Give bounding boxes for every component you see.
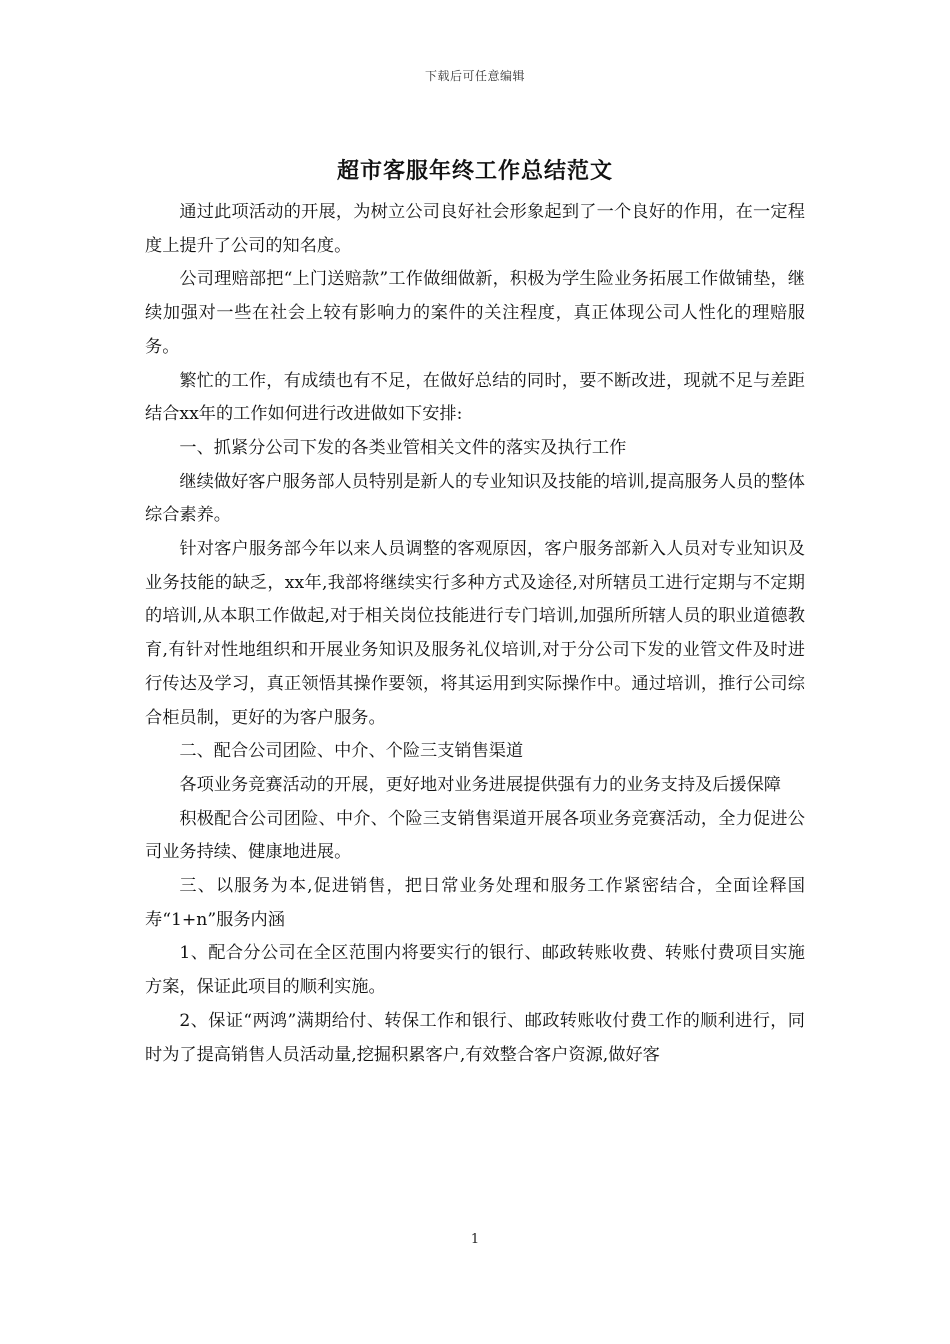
document-title: 超市客服年终工作总结范文 [336, 158, 613, 184]
paragraph: 2、保证“两鸿”满期给付、转保工作和银行、邮政转账收付费工作的顺利进行，同时为了提高销售人员活动量,挖掘积累客户,有效整合客户资源,做好客 [145, 1010, 805, 1065]
paragraph: 继续做好客户服务部人员特别是新人的专业知识及技能的培训,提高服务人员的整体综合素养。 [145, 471, 805, 526]
paragraph: 1、配合分公司在全区范围内将要实行的银行、邮政转账收费、转账付费项目实施方案，保证此项目的顺利实施。 [145, 943, 805, 998]
paragraph: 公司理赔部把“上门送赔款”工作做细做新，积极为学生险业务拓展工作做铺垫，继续加强对一些在社会上较有影响力的案件的关注程度，真正体现公司人性化的理赔服务。 [145, 269, 805, 357]
document-body [145, 196, 805, 1072]
paragraph: 积极配合公司团险、中介、个险三支销售渠道开展各项业务竞赛活动，全力促进公司业务持续、健康地进展。 [145, 808, 805, 863]
section-heading: 一、抓紧分公司下发的各类业管相关文件的落实及执行工作 [179, 437, 627, 458]
header-note: 下载后可任意编辑 [424, 69, 525, 83]
paragraph: 针对客户服务部今年以来人员调整的客观原因，客户服务部新入人员对专业知识及业务技能的缺乏，xx年,我部将继续实行多种方式及途径,对所辖员工进行定期与不定期的培训,从本职工作做起,对于相关岗位技能进行专门培训,加强所所辖人员的职业道德教育,有针对性地组织和开展业务知识及服务礼仪培训,对于分公司下发的业管文件及时进行传达及学习，真正领悟其操作要领，将其运用到实际操作中。通过培训，推行公司综合柜员制，更好的为客户服务。 [145, 539, 805, 728]
paragraph: 繁忙的工作，有成绩也有不足，在做好总结的同时，要不断改进，现就不足与差距结合xx年的工作如何进行改进做如下安排: [145, 370, 805, 425]
section-heading: 二、配合公司团险、中介、个险三支销售渠道 [179, 741, 524, 762]
section-heading: 三、以服务为本,促进销售，把日常业务处理和服务工作紧密结合，全面诠释国寿“1+n”服务内涵 [145, 876, 805, 930]
paragraph: 通过此项活动的开展，为树立公司良好社会形象起到了一个良好的作用，在一定程度上提升了公司的知名度。 [145, 202, 805, 256]
page-number: 1 [470, 1232, 480, 1247]
paragraph: 各项业务竞赛活动的开展，更好地对业务进展提供强有力的业务支持及后援保障 [179, 774, 781, 795]
